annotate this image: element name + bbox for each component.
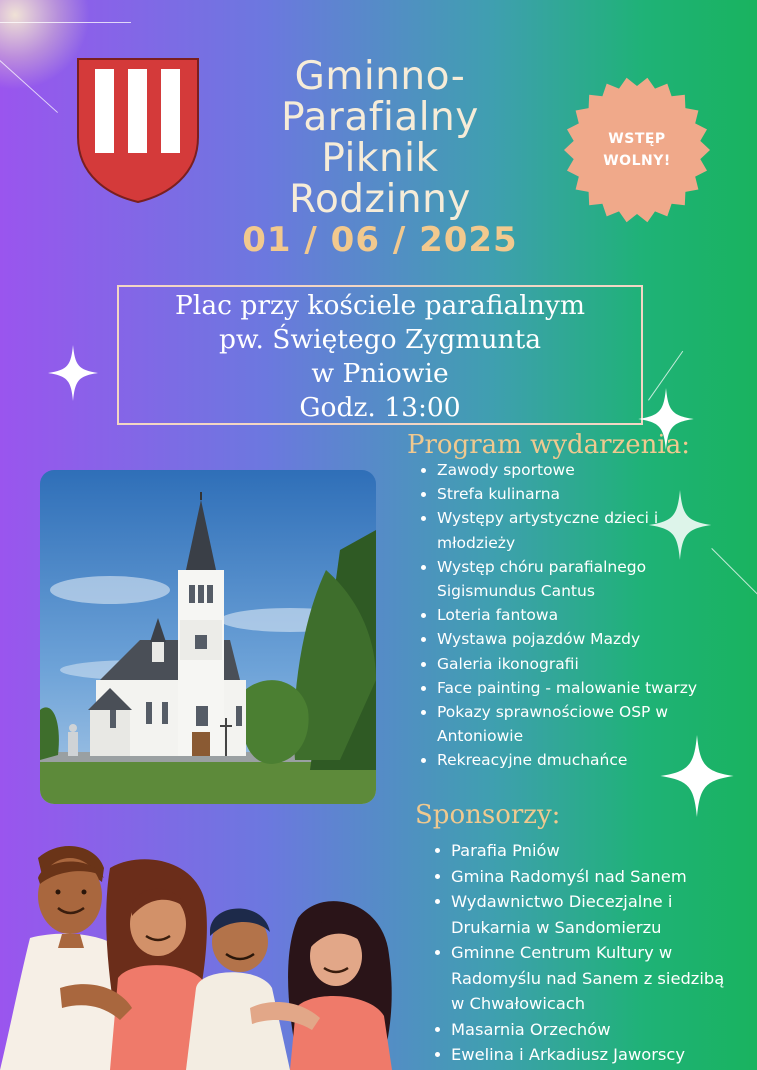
program-heading: Program wydarzenia:	[407, 430, 690, 460]
family-illustration	[0, 838, 420, 1070]
sponsors-list	[431, 838, 731, 1068]
list-item: Parafia Pniów	[431, 838, 731, 864]
venue-line: w Pniowie	[311, 358, 449, 389]
list-item: Wystawa pojazdów Mazdy	[417, 627, 717, 651]
title-line: Rodzinny	[289, 177, 471, 222]
list-item: Masarnia Orzechów	[431, 1017, 731, 1043]
list-item: Ewelina i Arkadiusz Jaworscy	[431, 1042, 731, 1068]
venue-time: Godz. 13:00	[299, 392, 461, 423]
event-title	[200, 56, 560, 220]
list-item: Loteria fantowa	[417, 603, 717, 627]
coat-of-arms-icon	[76, 57, 200, 204]
badge-line: WSTĘP	[608, 131, 666, 147]
list-item: Face painting - malowanie twarzy	[417, 676, 717, 700]
title-line: Gminno-	[294, 54, 466, 99]
list-item: Występ chóru parafialnego Sigismundus Cantus	[417, 555, 717, 603]
title-line: Parafialny	[281, 95, 479, 140]
sparkle-icon	[48, 345, 98, 401]
sparkle-icon	[636, 388, 696, 450]
list-item: Galeria ikonografii	[417, 652, 717, 676]
venue-line: pw. Świętego Zygmunta	[218, 324, 542, 355]
event-date: 01 / 06 / 2025	[242, 220, 518, 260]
title-line: Piknik	[321, 136, 439, 181]
list-item: Strefa kulinarna	[417, 482, 717, 506]
decor-line	[0, 22, 131, 23]
list-item: Pokazy sprawnościowe OSP w Antoniowie	[417, 700, 717, 748]
venue-box	[117, 285, 643, 425]
list-item: Zawody sportowe	[417, 458, 717, 482]
list-item: Gminne Centrum Kultury w Radomyślu nad Sanem z siedzibą w Chwałowicach	[431, 940, 731, 1017]
sponsors-heading: Sponsorzy:	[415, 800, 561, 830]
list-item: Gmina Radomyśl nad Sanem	[431, 864, 731, 890]
list-item: Rekreacyjne dmuchańce	[417, 748, 717, 772]
sparkle-icon	[660, 735, 734, 817]
badge-text	[563, 76, 711, 224]
list-item: Wydawnictwo Diecezjalne i Drukarnia w Sandomierzu	[431, 889, 731, 940]
sparkle-icon	[648, 490, 712, 560]
list-item: Występy artystyczne dzieci i młodzieży	[417, 506, 717, 554]
church-photo	[40, 470, 376, 804]
venue-line: Plac przy kościele parafialnym	[175, 290, 585, 321]
decor-line	[711, 548, 757, 598]
badge-line: WOLNY!	[603, 153, 671, 169]
